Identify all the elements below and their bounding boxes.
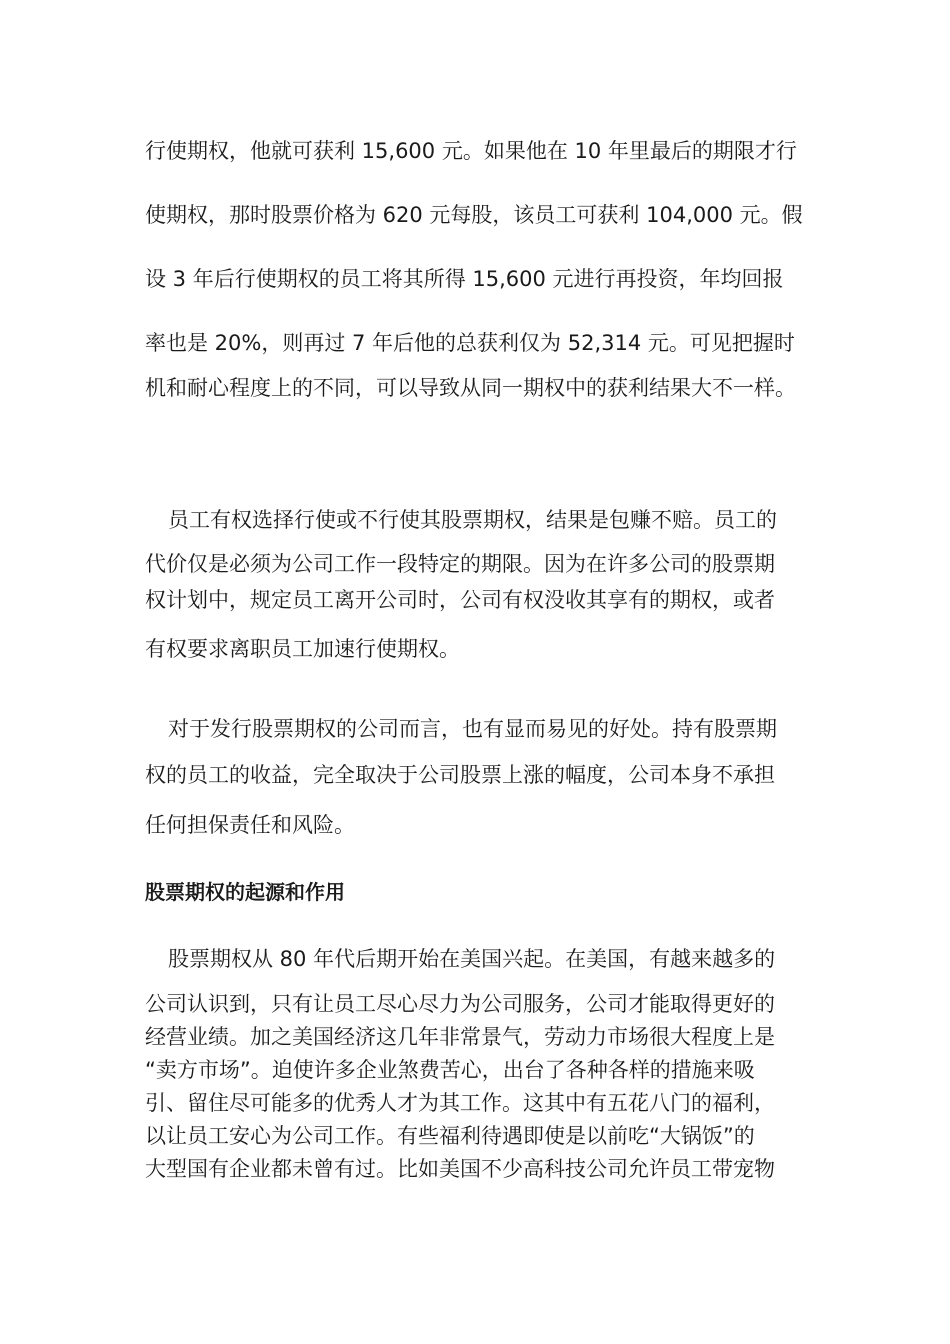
section-paragraph-line-5: 引、留住尽可能多的优秀人才为其工作。这其中有五花八门的福利， xyxy=(145,1091,775,1115)
section-paragraph-line-7: 大型国有企业都未曾有过。比如美国不少高科技公司允许员工带宠物 xyxy=(145,1157,775,1181)
section-heading: 股票期权的起源和作用 xyxy=(145,880,345,904)
paragraph-2-line-1: 员工有权选择行使或不行使其股票期权，结果是包赚不赔。员工的 xyxy=(168,508,777,532)
paragraph-1-line-5: 机和耐心程度上的不同，可以导致从同一期权中的获利结果大不一样。 xyxy=(145,376,796,400)
section-paragraph-line-2: 公司认识到，只有让员工尽心尽力为公司服务，公司才能取得更好的 xyxy=(145,992,775,1016)
section-paragraph-line-1: 股票期权从 80 年代后期开始在美国兴起。在美国，有越来越多的 xyxy=(168,947,776,971)
paragraph-1-line-4: 率也是 20%，则再过 7 年后他的总获利仅为 52,314 元。可见把握时 xyxy=(145,331,795,355)
paragraph-2-line-2: 代价仅是必须为公司工作一段特定的期限。因为在许多公司的股票期 xyxy=(145,552,775,576)
paragraph-1-line-2: 使期权，那时股票价格为 620 元每股，该员工可获利 104,000 元。假 xyxy=(145,203,803,227)
paragraph-2-line-4: 有权要求离职员工加速行使期权。 xyxy=(145,637,460,661)
section-paragraph-line-3: 经营业绩。加之美国经济这几年非常景气，劳动力市场很大程度上是 xyxy=(145,1025,775,1049)
section-paragraph-line-6: 以让员工安心为公司工作。有些福利待遇即使是以前吃“大锅饭”的 xyxy=(145,1124,755,1148)
section-paragraph-line-4: “卖方市场”。迫使许多企业煞费苦心，出台了各种各样的措施来吸 xyxy=(145,1058,755,1082)
paragraph-3-line-2: 权的员工的收益，完全取决于公司股票上涨的幅度，公司本身不承担 xyxy=(145,763,775,787)
paragraph-1-line-3: 设 3 年后行使期权的员工将其所得 15,600 元进行再投资，年均回报 xyxy=(145,267,784,291)
paragraph-3-line-3: 任何担保责任和风险。 xyxy=(145,813,355,837)
paragraph-2-line-3: 权计划中，规定员工离开公司时，公司有权没收其享有的期权，或者 xyxy=(145,588,775,612)
paragraph-3-line-1: 对于发行股票期权的公司而言，也有显而易见的好处。持有股票期 xyxy=(168,717,777,741)
paragraph-1-line-1: 行使期权，他就可获利 15,600 元。如果他在 10 年里最后的期限才行 xyxy=(145,139,797,163)
